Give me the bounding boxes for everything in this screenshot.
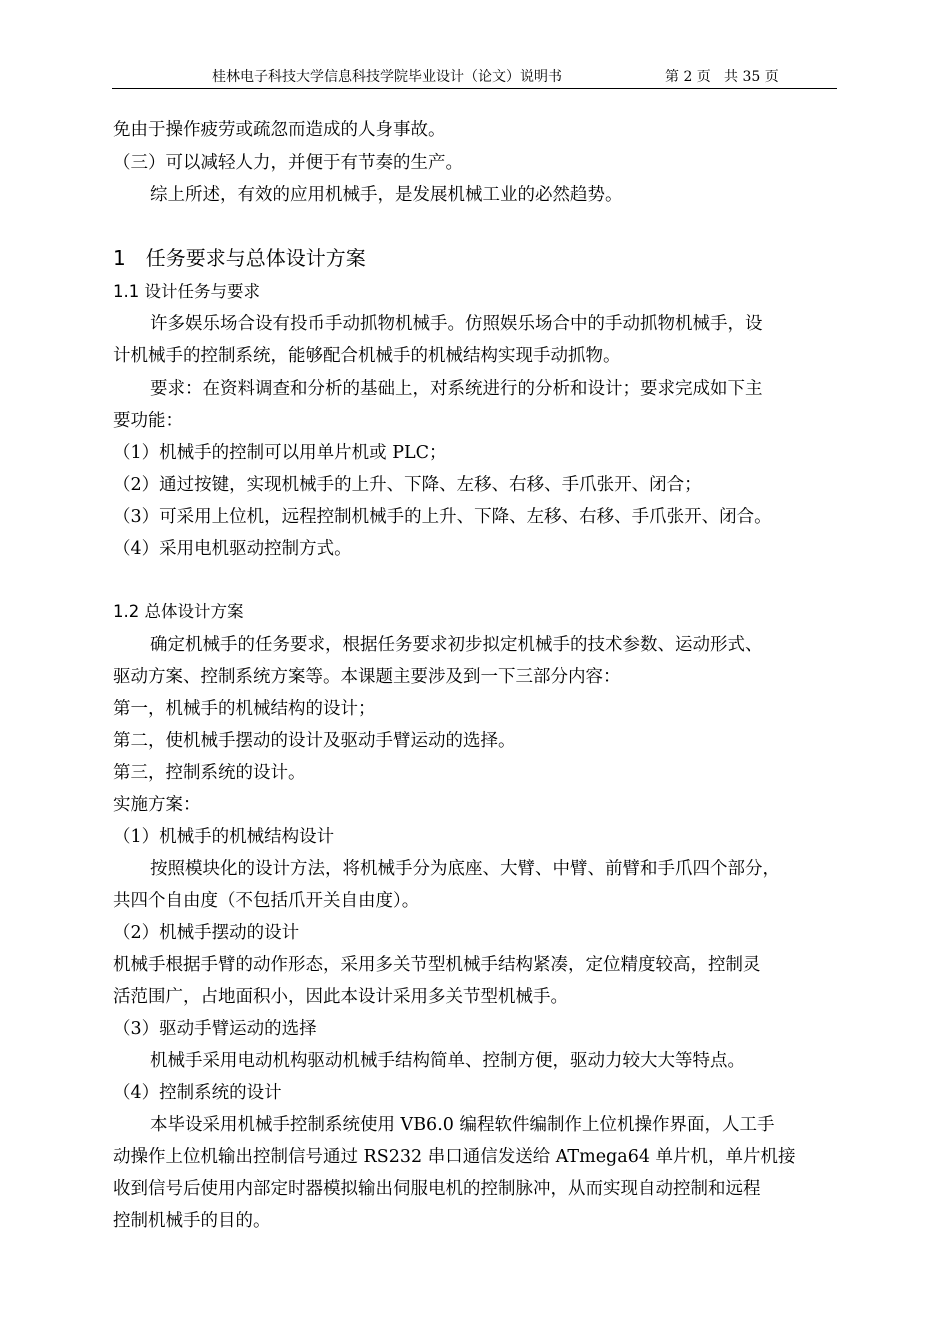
body-line: 综上所述，有效的应用机械手，是发展机械工业的必然趋势。 [150,185,623,205]
section-heading-1: 1 任务要求与总体设计方案 [113,246,366,270]
body-line: 计机械手的控制系统，能够配合机械手的机械结构实现手动抓物。 [113,346,621,366]
body-line: （三）可以减轻人力，并便于有节奏的生产。 [113,153,463,173]
body-line: 免由于操作疲劳或疏忽而造成的人身事故。 [113,120,446,140]
body-line: 机械手采用电动机构驱动机械手结构简单、控制方便，驱动力较大大等特点。 [150,1051,745,1071]
body-line: 要求：在资料调查和分析的基础上，对系统进行的分析和设计；要求完成如下主 [150,379,763,399]
section-heading-1-2: 1.2 总体设计方案 [113,602,244,621]
list-item: （2）通过按键，实现机械手的上升、下降、左移、右移、手爪张开、闭合； [113,475,702,495]
body-line: 动操作上位机输出控制信号通过 RS232 串口通信发送给 ATmega64 单片机，单片机接 [113,1147,796,1167]
list-item: （4）采用电机驱动控制方式。 [113,539,352,559]
body-line: 第一，机械手的机械结构的设计； [113,699,376,719]
list-item: （4）控制系统的设计 [113,1083,282,1103]
list-item: （1）机械手的控制可以用单片机或 PLC； [113,443,447,463]
body-line: 按照模块化的设计方法，将机械手分为底座、大臂、中臂、前臂和手爪四个部分， [150,859,780,879]
body-line: 共四个自由度（不包括爪开关自由度）。 [113,891,420,911]
body-line: 活范围广，占地面积小，因此本设计采用多关节型机械手。 [113,987,568,1007]
body-line: 第二，使机械手摆动的设计及驱动手臂运动的选择。 [113,731,516,751]
body-line: 收到信号后使用内部定时器模拟输出伺服电机的控制脉冲，从而实现自动控制和远程 [113,1179,761,1199]
body-line: 实施方案： [113,795,201,815]
list-item: （3）可采用上位机，远程控制机械手的上升、下降、左移、右移、手爪张开、闭合。 [113,507,772,527]
body-line: 许多娱乐场合设有投币手动抓物机械手。仿照娱乐场合中的手动抓物机械手，设 [150,314,763,334]
body-line: 确定机械手的任务要求，根据任务要求初步拟定机械手的技术参数、运动形式、 [150,635,763,655]
header-title: 桂林电子科技大学信息科技学院毕业设计（论文）说明书 [212,69,562,85]
body-line: 控制机械手的目的。 [113,1211,271,1231]
page-header [112,62,837,89]
body-line: 本毕设采用机械手控制系统使用 VB6.0 编程软件编制作上位机操作界面，人工手 [150,1115,775,1135]
list-item: （3）驱动手臂运动的选择 [113,1019,317,1039]
body-line: 第三，控制系统的设计。 [113,763,306,783]
section-heading-1-1: 1.1 设计任务与要求 [113,282,260,301]
header-page-number: 第 2 页 [665,69,711,85]
list-item: （2）机械手摆动的设计 [113,923,300,943]
body-line: 驱动方案、控制系统方案等。本课题主要涉及到一下三部分内容： [113,667,621,687]
body-line: 机械手根据手臂的动作形态，采用多关节型机械手结构紧凑，定位精度较高，控制灵 [113,955,761,975]
body-line: 要功能： [113,411,183,431]
header-total-pages: 共 35 页 [724,69,779,85]
list-item: （1）机械手的机械结构设计 [113,827,335,847]
